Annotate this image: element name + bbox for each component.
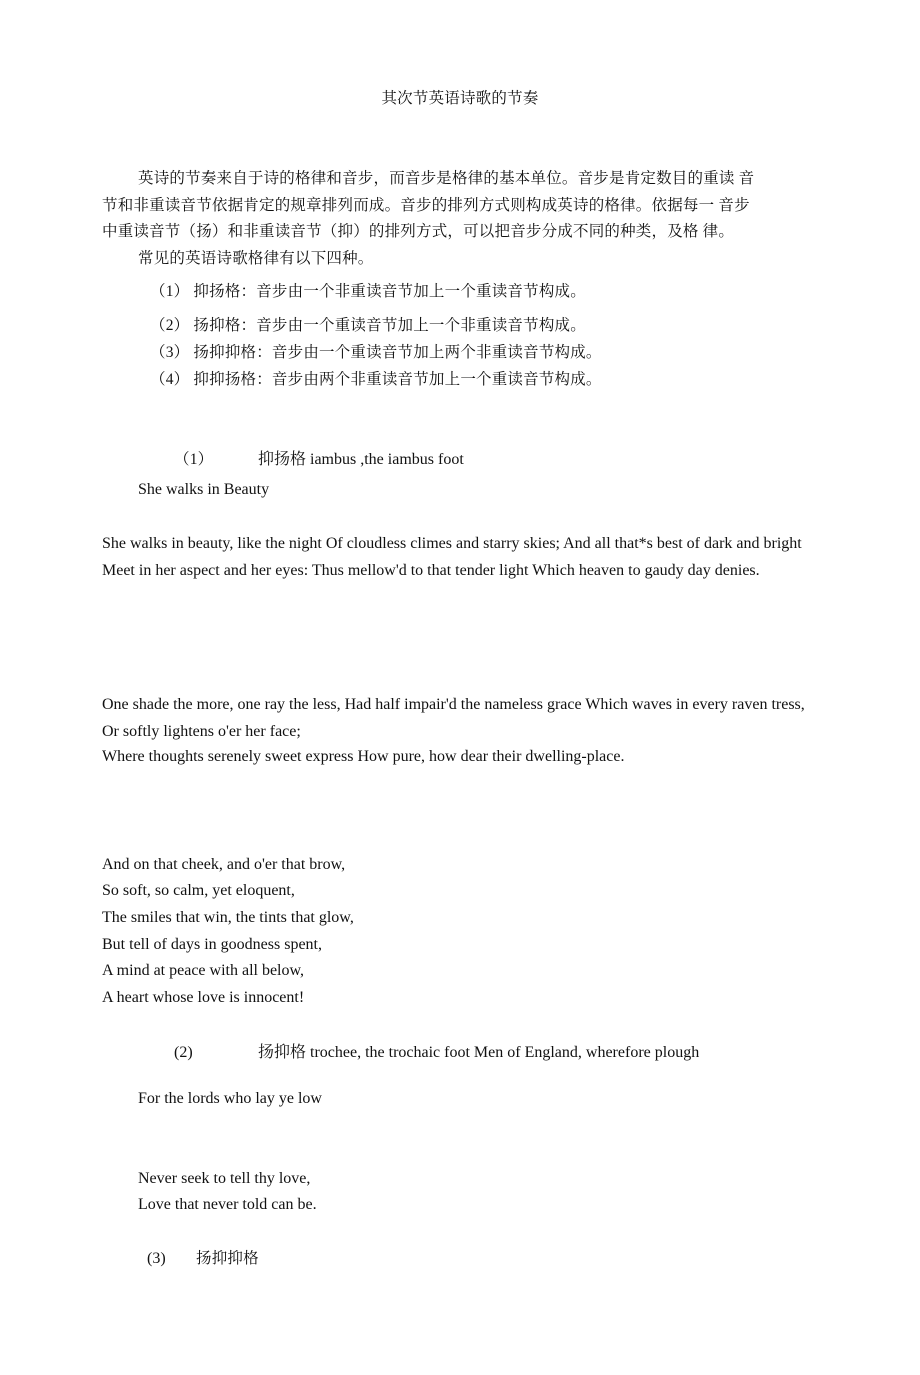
meter-item-1: （1） 抑扬格：音步由一个非重读音节加上一个重读音节构成。: [150, 283, 586, 300]
section-1-heading: 抑扬格 iambus ,the iambus foot: [258, 451, 464, 468]
intro-line-4: 常见的英语诗歌格律有以下四种。: [138, 250, 374, 267]
section-2-number: (2): [174, 1044, 193, 1061]
stanza-3-line-1: And on that cheek, and o'er that brow,: [102, 856, 346, 873]
stanza-3-line-3: The smiles that win, the tints that glow,: [102, 909, 354, 926]
section-1-number: （1）: [174, 451, 214, 468]
section-2-heading: 扬抑格 trochee, the trochaic foot Men of England, wherefore plough: [258, 1044, 700, 1061]
section-2-line-2: Never seek to tell thy love,: [138, 1170, 311, 1187]
stanza-1: She walks in beauty, like the night Of cloudless climes and starry skies; And all that*s best of dark and bright Meet in her aspect and her eyes: Thus mellow'd to that tender light Which heaven to gaudy day denies.: [102, 535, 802, 579]
section-3-heading: 扬抑抑格: [196, 1250, 259, 1267]
stanza-3-line-5: A mind at peace with all below,: [102, 962, 305, 979]
section-2-line-3: Love that never told can be.: [138, 1196, 317, 1213]
stanza-3-line-6: A heart whose love is innocent!: [102, 989, 305, 1006]
section-3-number: (3): [147, 1250, 166, 1267]
section-2-line-1: For the lords who lay ye low: [138, 1090, 322, 1107]
meter-item-3: （3） 扬抑抑格：音步由一个重读音节加上两个非重读音节构成。: [150, 344, 602, 361]
stanza-3-line-2: So soft, so calm, yet eloquent,: [102, 882, 295, 899]
intro-line-3: 中重读音节（扬）和非重读音节（抑）的排列方式，可以把音步分成不同的种类，及格 律。: [102, 223, 735, 240]
meter-item-2: （2） 扬抑格：音步由一个重读音节加上一个非重读音节构成。: [150, 317, 586, 334]
intro-line-2: 节和非重读音节依据肯定的规章排列而成。音步的排列方式则构成英诗的格律。依据每一 音步: [102, 197, 750, 214]
stanza-2-part-1: One shade the more, one ray the less, Had half impair'd the nameless grace Which waves in every raven tress, Or softly lightens o'er her face;: [102, 696, 805, 740]
poem-title: She walks in Beauty: [138, 481, 270, 498]
intro-line-1: 英诗的节奏来自于诗的格律和音步，而音步是格律的基本单位。音步是肯定数目的重读 音: [138, 170, 755, 187]
page-title: 其次节英语诗歌的节奏: [381, 90, 539, 107]
meter-item-4: （4） 抑抑扬格：音步由两个非重读音节加上一个重读音节构成。: [150, 371, 602, 388]
stanza-2-part-2: Where thoughts serenely sweet express How pure, how dear their dwelling-place.: [102, 748, 625, 765]
stanza-3-line-4: But tell of days in goodness spent,: [102, 936, 322, 953]
